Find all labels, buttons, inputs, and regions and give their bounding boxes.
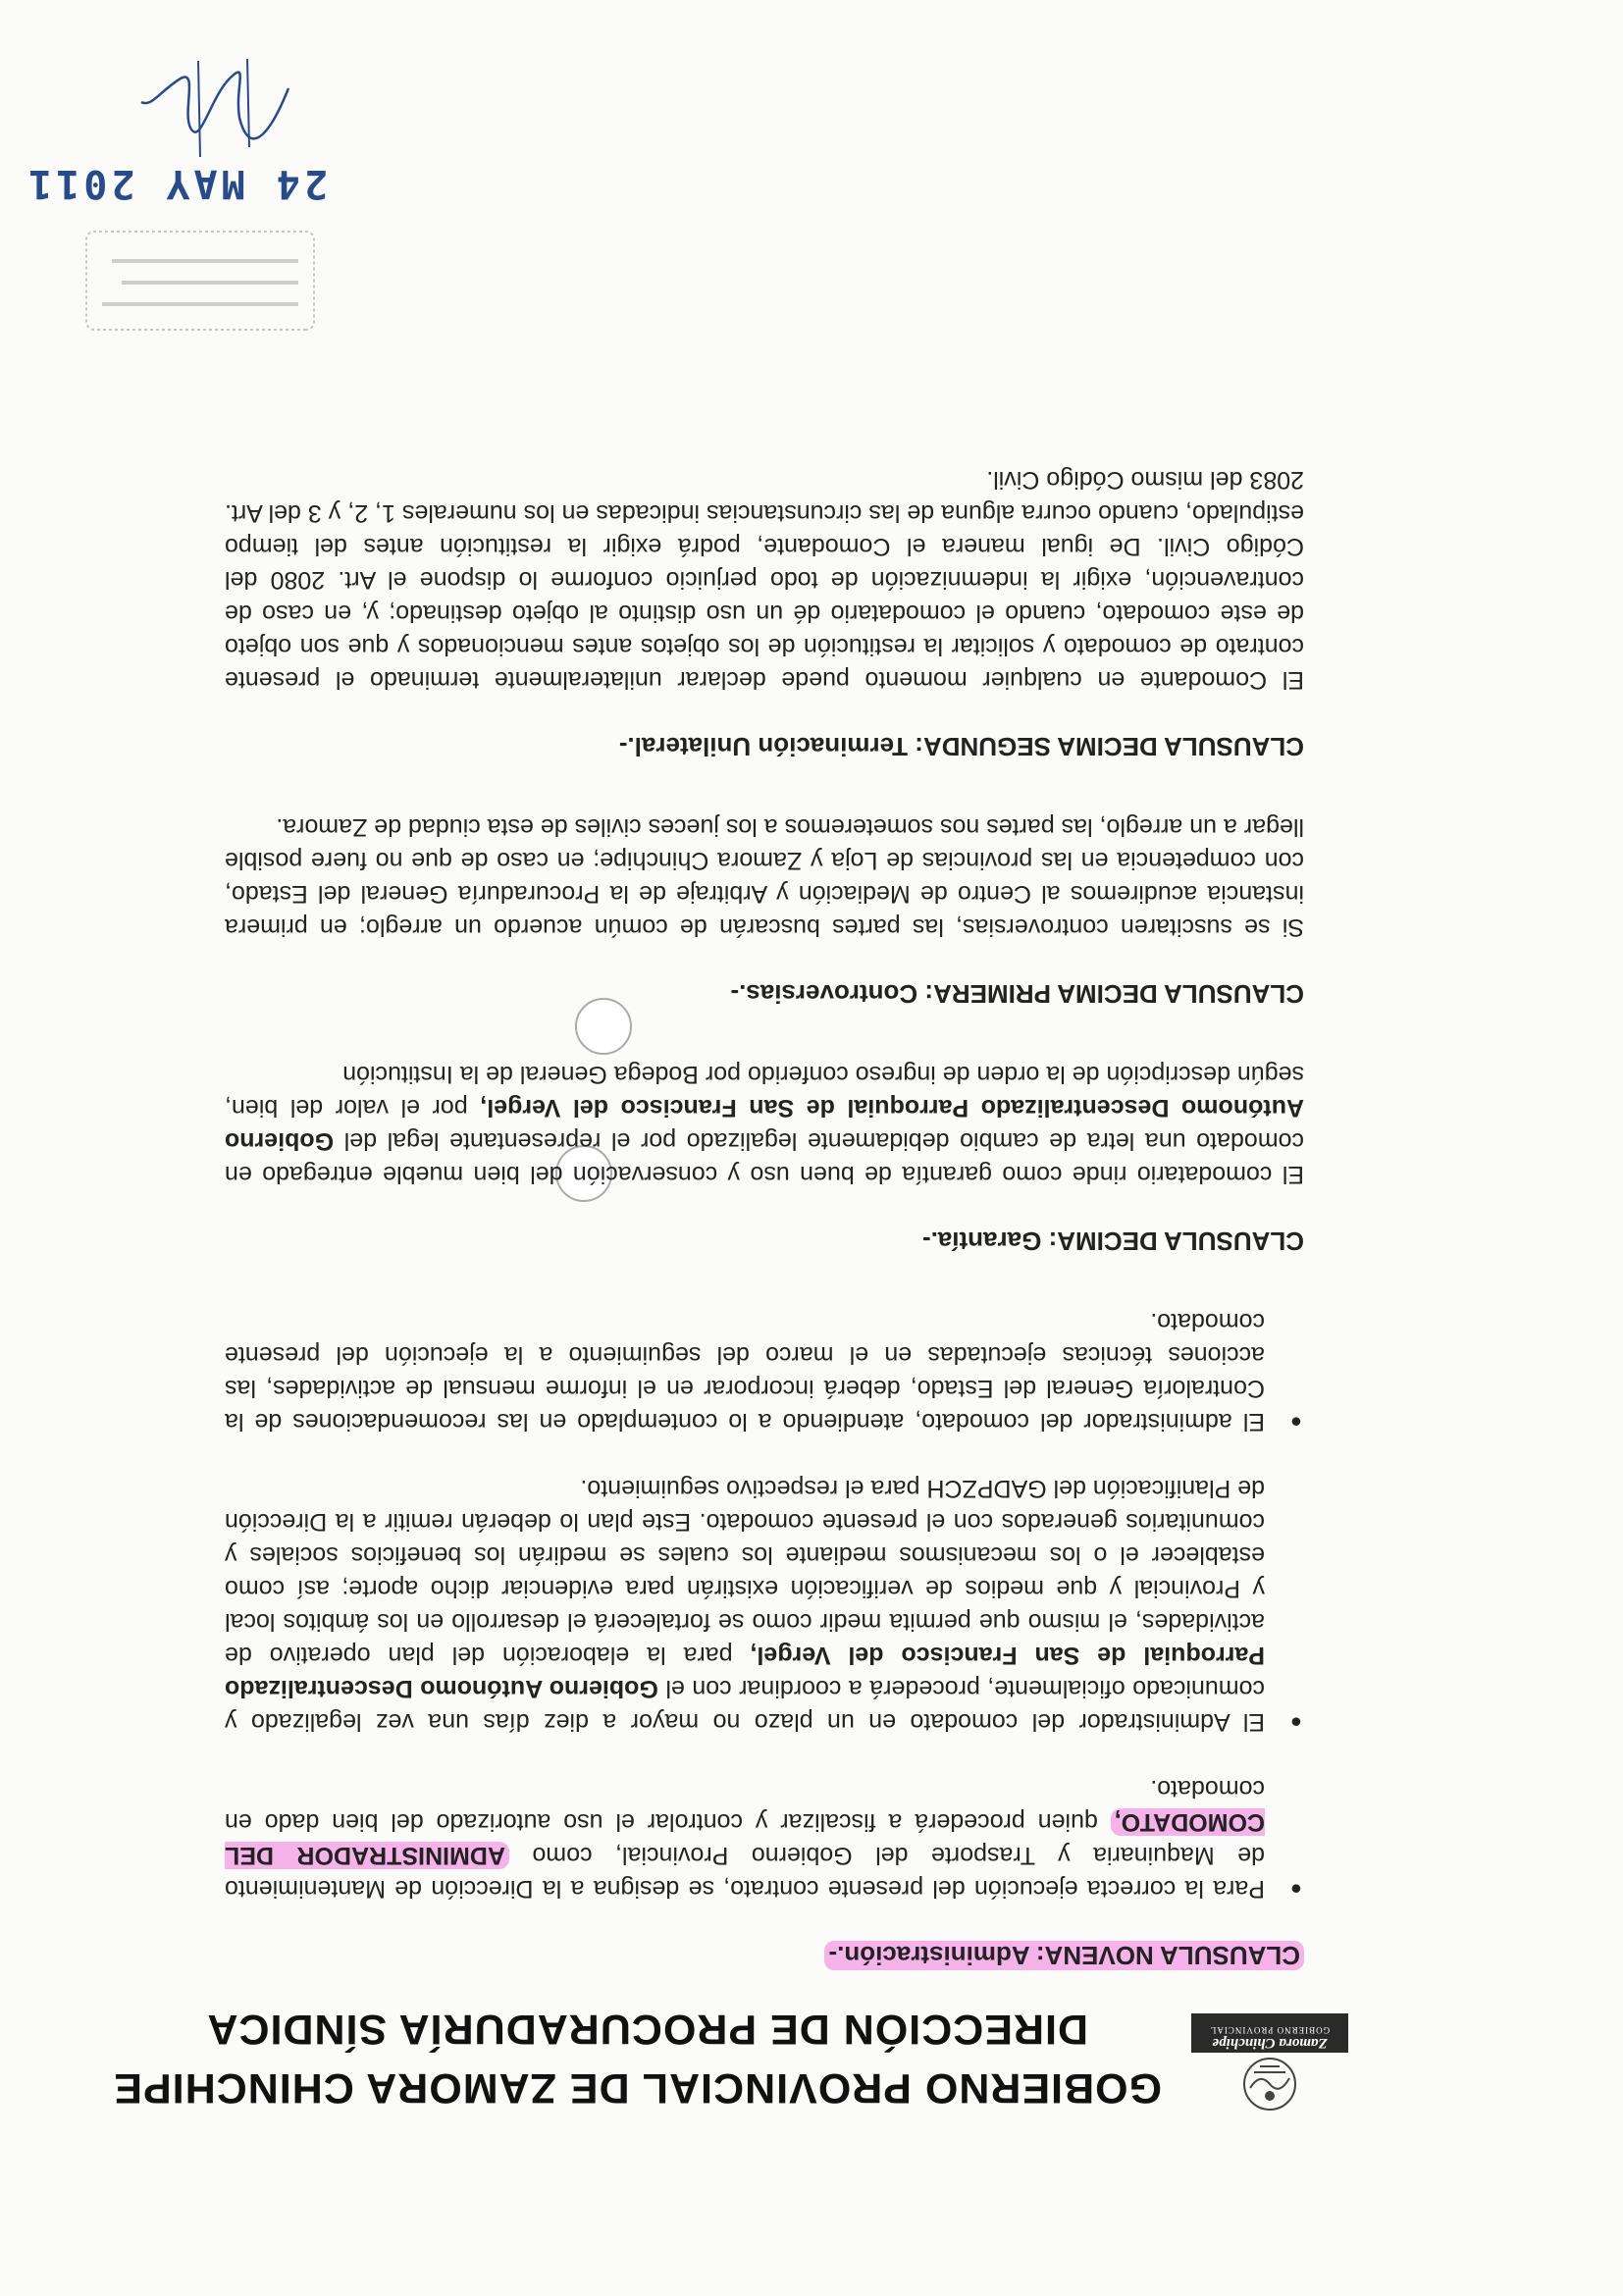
- text: El comodatario rinde como garantía de buen uso y conservación del bien mueble entregado en comodato una letra de cambio debidamente legalizado por el representante legal del: [225, 1127, 1304, 1188]
- logo-tag: [1191, 2013, 1348, 2053]
- highlight: ADMINISTRADOR DEL COMODATO,: [225, 1808, 1265, 1869]
- signature: [131, 49, 308, 177]
- logo-name: Zamora Chinchipe: [1212, 2035, 1328, 2051]
- bullet-icon: ●: [1289, 1711, 1302, 1733]
- clause-12-text: El Comodante en cualquier momento puede declarar unilateralmente terminado el presente contrato de comodato y solicitar la restitución de los objetos antes mencionados y que son objeto de este comodato, cuando el comodatario dé un uso distinto al objeto destinado; y, en caso de contravención, exigir la indemnización de todo perjuicio conforme lo dispone el Art. 2080 del Código Civil. De igual manera el Comodante, podrá exigir la restitución antes del tiempo estipulado, cuando ocurra alguna de las circunstancias indicadas en los numerales 1, 2, y 3 del Art. 2083 del mismo Código Civil.: [225, 466, 1304, 694]
- text: El administrador del comodato, atendiendo a lo contemplado en las recomendaciones de la Contraloría General del Estado, deberá incorporar en el informe mensual de actividades, las acciones técnicas ejecutadas en el marco del seguimiento a la ejecución del presente comodato.: [225, 1308, 1265, 1435]
- bullet-icon: ●: [1289, 1411, 1302, 1433]
- government-title: GOBIERNO PROVINCIAL DE ZAMORA CHINCHIPE: [113, 2064, 1162, 2112]
- clause-11-text: Si se suscitaren controversias, las partes buscarán de común acuerdo un arreglo; en primera instancia acudiremos al Centro de Mediación y Arbitraje de la Procuraduría General del Estado, con competencia en las provincias de Loja y Zamora Chinchipe; en caso de que no fuere posible llegar a un arreglo, las partes nos someteremos a los jueces civiles de esta ciudad de Zamora.: [225, 813, 1304, 941]
- logo: [1181, 1996, 1368, 2113]
- date-stamp: 24 MAY 2011: [25, 161, 328, 206]
- highlight: CLAUSULA NOVENA: Administración.-: [824, 1941, 1304, 1970]
- stamp-icon: [82, 226, 318, 334]
- logo-sub: GOBIERNO PROVINCIAL: [1209, 2025, 1331, 2035]
- seal-icon: [1240, 2055, 1299, 2113]
- institution-stamp: [82, 216, 318, 334]
- clause-10-title: CLAUSULA DECIMA: Garantía.-: [921, 1226, 1304, 1256]
- clause-9-list: [225, 1305, 1304, 1905]
- text: Para la correcta ejecución del presente contrato, se designa a la Dirección de Mantenimiento de Maquinaria y Trasporte del Gobierno Provincial, como: [225, 1842, 1265, 1903]
- clause-10-text: [225, 1058, 1304, 1191]
- clause-12-title: CLAUSULA DECIMA SEGUNDA: Terminación Unilateral.-: [618, 732, 1304, 761]
- text: quien procederá a fiscalizar y controlar el uso autorizado del bien dado en comodato.: [225, 1775, 1265, 1836]
- list-item: [225, 1772, 1302, 1905]
- direction-title: DIRECCIÓN DE PROCURADURÍA SÍNDICA: [206, 2006, 1088, 2053]
- text: por el valor del bien, según descripción de la orden de ingreso conferido por Bodega General de la Institución: [225, 1061, 1304, 1122]
- document-body: [225, 463, 1304, 1972]
- bold-text: Gobierno Autónomo Descentralizado Parroquial de San Francisco del Vergel,: [224, 1642, 1265, 1702]
- list-item: [225, 1305, 1302, 1438]
- text: para la elaboración del plan operativo de actividades, el mismo que permita medir como se fortalecerá el desarrollo en los ámbitos local y Provincial y que medios de verificación existirán para evidenciar dicho aporte; así como establecer el o los mecanismos mediante los cuales se medirán los beneficios sociales y comunitarios generados con el presente comodato. Este plan lo deberán remitir a la Dirección de Planificación del GADPZCH para el respectivo seguimiento.: [225, 1475, 1265, 1669]
- text: El Administrador del comodato en un plazo no mayor a diez días una vez legalizado y comunicado oficialmente, procederá a coordinar con el: [225, 1675, 1265, 1736]
- bullet-icon: ●: [1289, 1878, 1302, 1900]
- list-item: [224, 1472, 1302, 1739]
- bold-text: Gobierno Autónomo Descentralizado Parroquial de San Francisco del Vergel,: [225, 1094, 1304, 1155]
- letterhead: [113, 1974, 1368, 2121]
- clause-9-title: [225, 1939, 1304, 1972]
- clause-11-title: CLAUSULA DECIMA PRIMERA: Controversias.-: [730, 979, 1304, 1009]
